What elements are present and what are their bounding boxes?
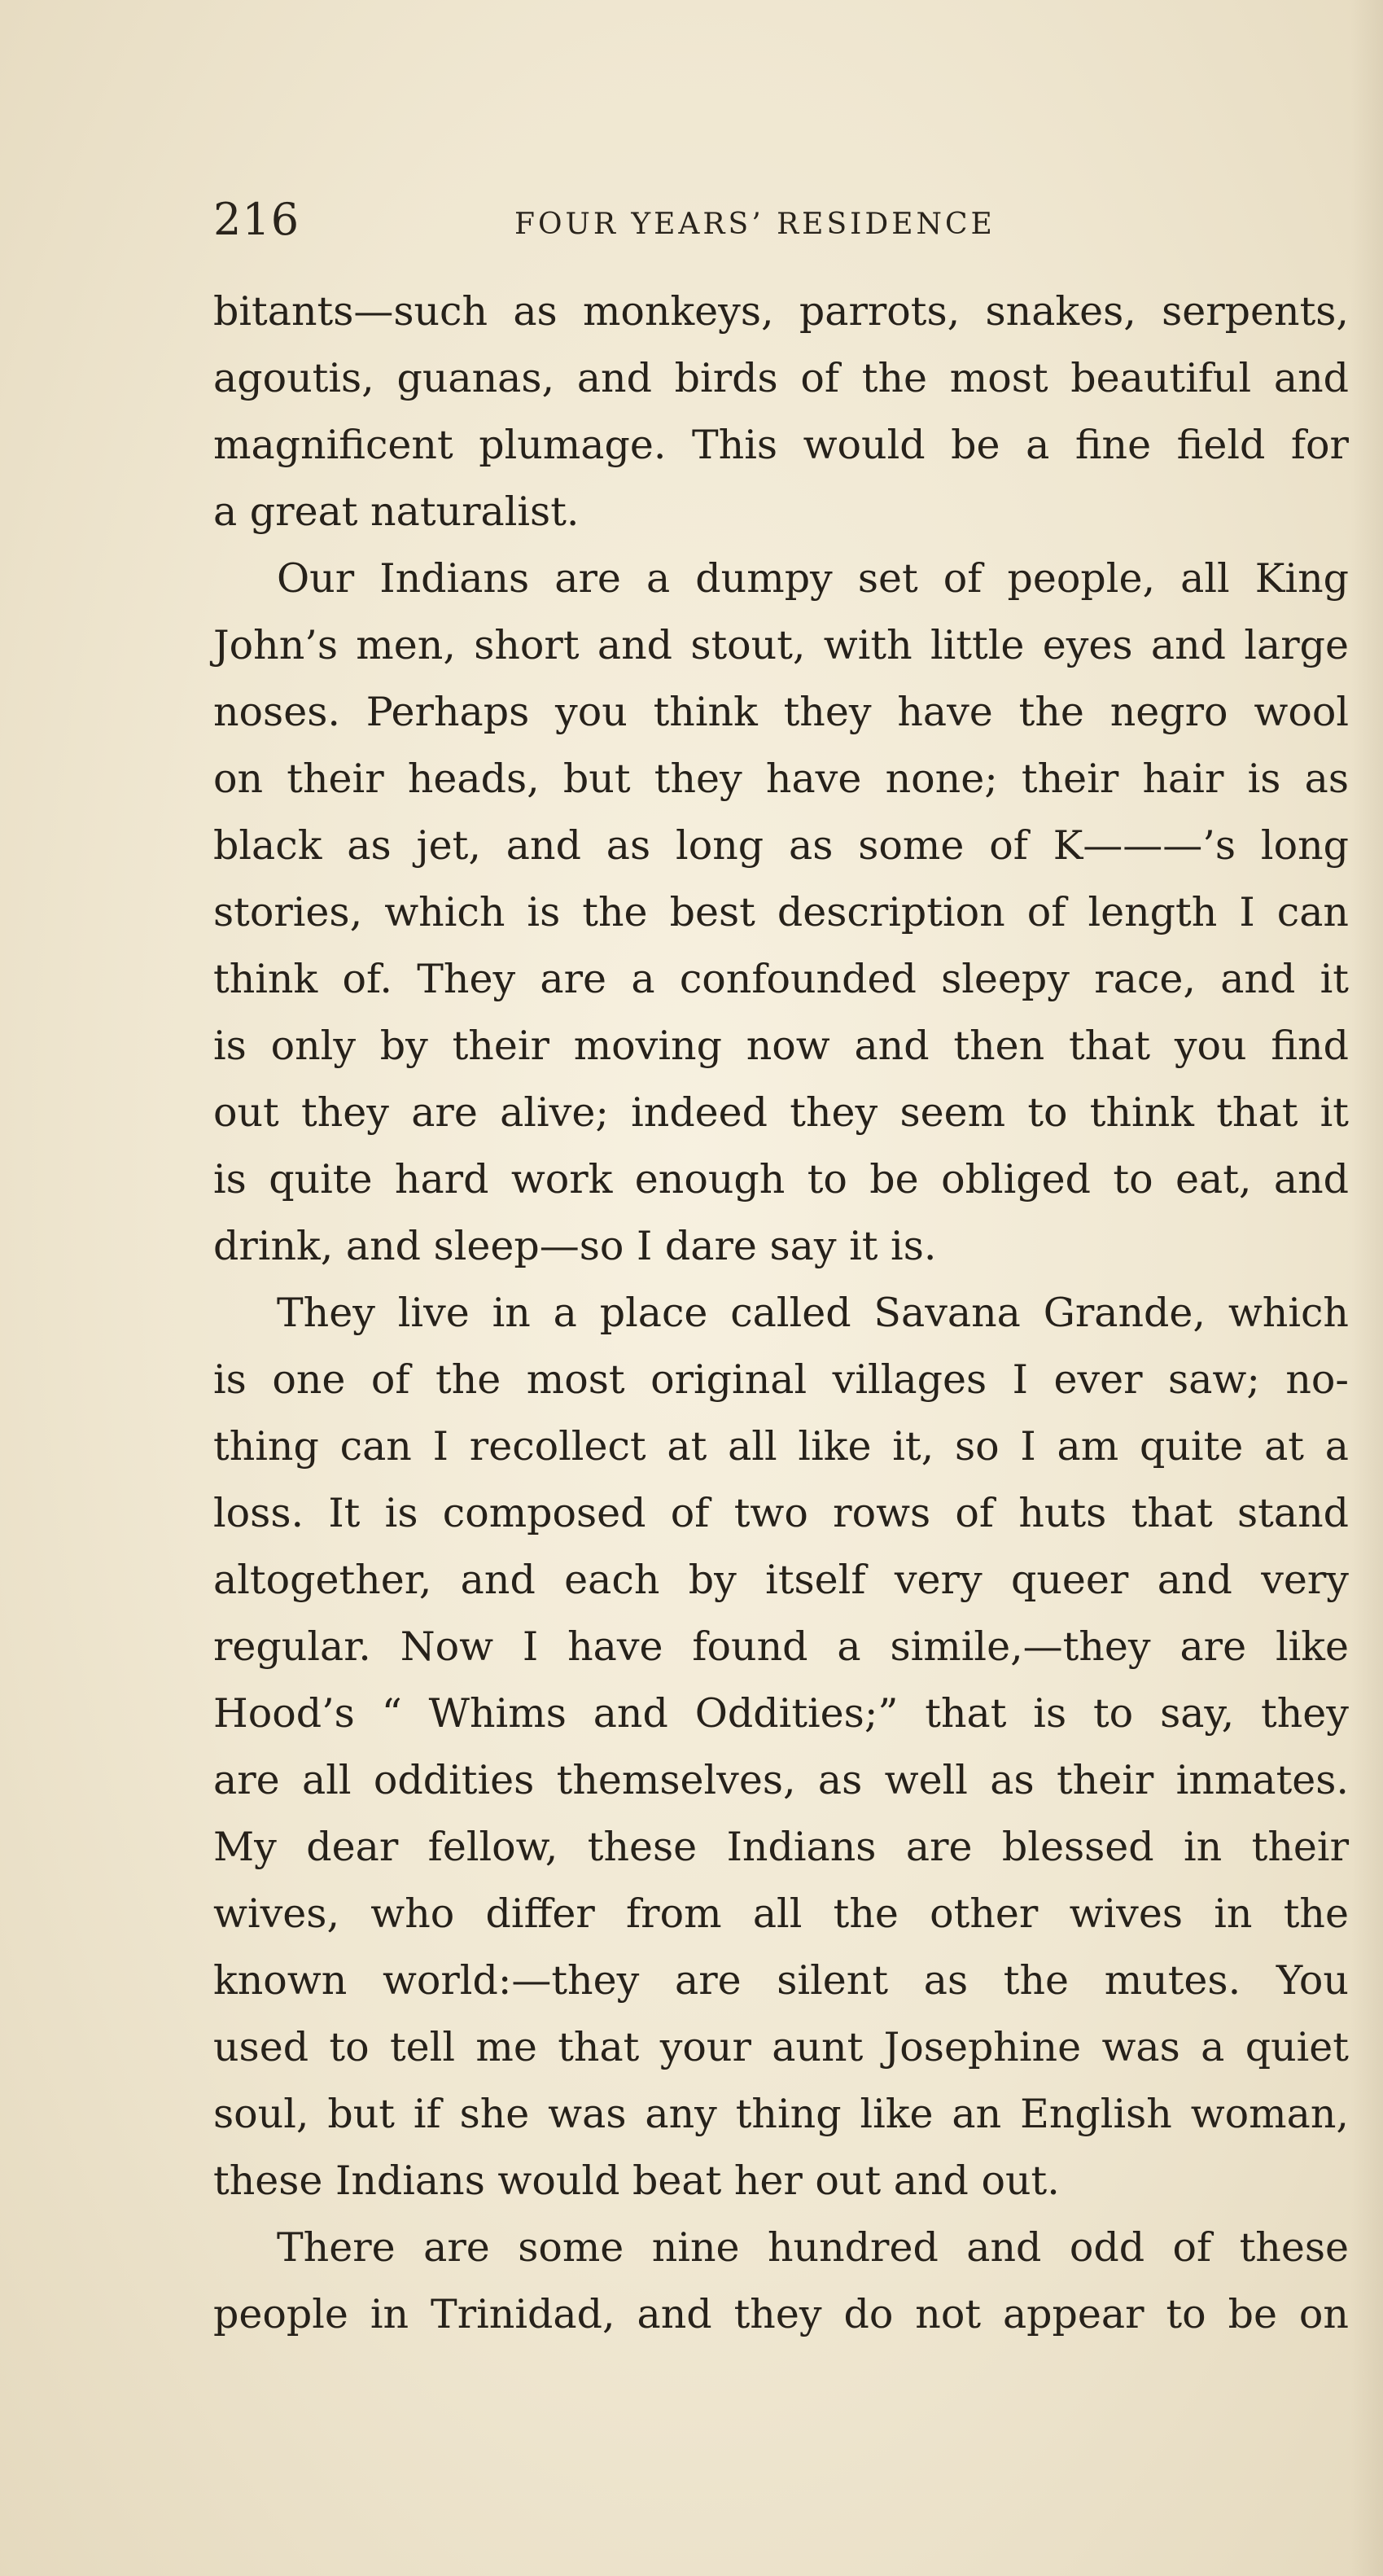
text-line: black as jet, and as long as some of K———’s long bbox=[213, 822, 1349, 869]
page-header bbox=[213, 194, 1337, 259]
text-line: regular. Now I have found a simile,—they are like bbox=[213, 1623, 1349, 1670]
text-line: wives, who differ from all the other wives in the bbox=[213, 1890, 1349, 1937]
text-line: They live in a place called Savana Grande, which bbox=[277, 1290, 1349, 1336]
text-line: out they are alive; indeed they seem to think that it bbox=[213, 1089, 1349, 1136]
text-line: There are some nine hundred and odd of these bbox=[277, 2224, 1349, 2271]
running-head: FOUR YEARS’ RESIDENCE bbox=[514, 208, 996, 241]
page-edge-shadow bbox=[1350, 0, 1383, 2576]
text-line: a great naturalist. bbox=[213, 488, 580, 535]
text-line: is only by their moving now and then that you find bbox=[213, 1023, 1349, 1069]
text-line: soul, but if she was any thing like an English woman, bbox=[213, 2091, 1349, 2137]
text-line: Our Indians are a dumpy set of people, all King bbox=[277, 555, 1349, 602]
text-line: these Indians would beat her out and out. bbox=[213, 2158, 1060, 2204]
text-line: stories, which is the best description of length I can bbox=[213, 889, 1349, 935]
text-line: My dear fellow, these Indians are blessed in their bbox=[213, 1824, 1349, 1870]
text-line: agoutis, guanas, and birds of the most beautiful and bbox=[213, 355, 1349, 401]
text-line: used to tell me that your aunt Josephine was a quiet bbox=[213, 2024, 1349, 2070]
text-line: noses. Perhaps you think they have the negro wool bbox=[213, 689, 1349, 735]
page-number: 216 bbox=[213, 194, 300, 245]
text-line: drink, and sleep—so I dare say it is. bbox=[213, 1223, 937, 1269]
text-line: John’s men, short and stout, with little eyes and large bbox=[213, 622, 1349, 668]
text-line: thing can I recollect at all like it, so I am quite at a bbox=[213, 1423, 1349, 1470]
text-line: Hood’s “ Whims and Oddities;” that is to say, they bbox=[213, 1690, 1349, 1737]
text-line: people in Trinidad, and they do not appear to be on bbox=[213, 2291, 1349, 2337]
text-line: magnificent plumage. This would be a fine field for bbox=[213, 422, 1349, 468]
text-line: loss. It is composed of two rows of huts that stand bbox=[213, 1490, 1349, 1536]
body-text bbox=[213, 278, 1349, 2348]
text-line: known world:—they are silent as the mutes. You bbox=[213, 1957, 1349, 2004]
text-line: are all oddities themselves, as well as their inmates. bbox=[213, 1757, 1349, 1803]
text-line: think of. They are a confounded sleepy race, and it bbox=[213, 956, 1349, 1002]
text-line: on their heads, but they have none; their hair is as bbox=[213, 756, 1349, 802]
text-line: is quite hard work enough to be obliged to eat, and bbox=[213, 1156, 1349, 1203]
text-line: is one of the most original villages I ever saw; no- bbox=[213, 1356, 1349, 1403]
text-line: altogether, and each by itself very queer and very bbox=[213, 1557, 1349, 1603]
text-line: bitants—such as monkeys, parrots, snakes, serpents, bbox=[213, 288, 1349, 335]
